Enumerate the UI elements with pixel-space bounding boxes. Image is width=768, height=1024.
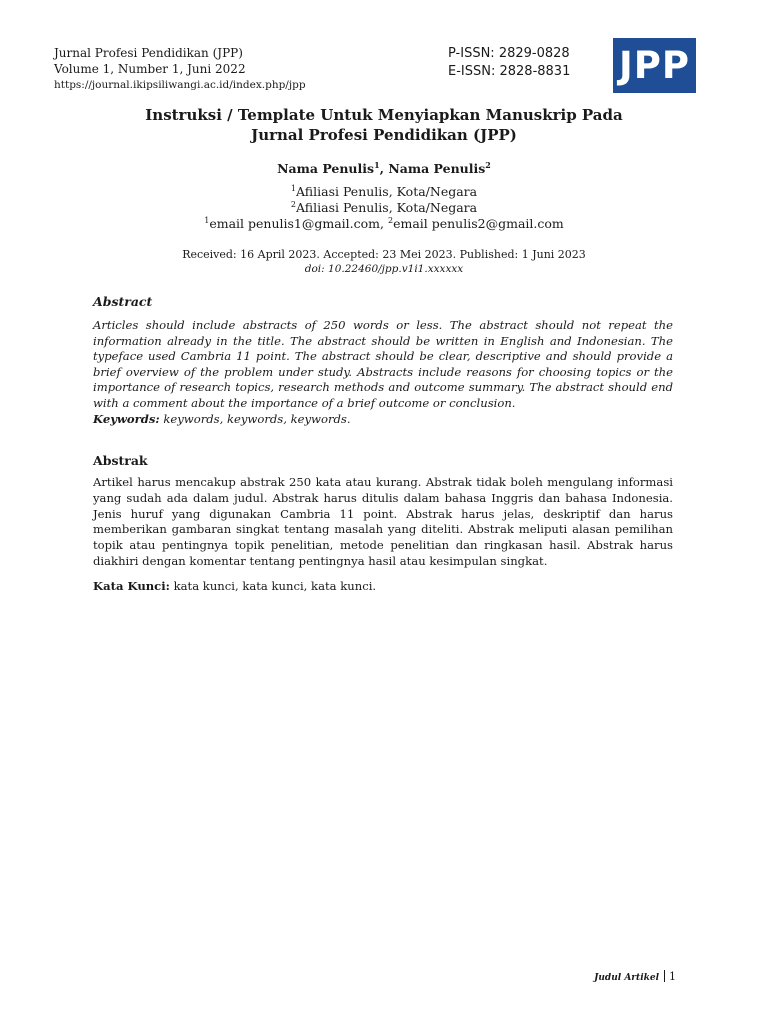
received-accepted-published: Received: 16 April 2023. Accepted: 23 Mei 2023. Published: 1 Juni 2023 <box>182 248 586 261</box>
paper-title-line1: Instruksi / Template Untuk Menyiapkan Manuskrip Pada <box>145 106 623 124</box>
abstrak-heading: Abstrak <box>93 453 148 468</box>
footer-article-title: Judul Artikel <box>594 973 659 983</box>
affiliation-2: $^2$Afiliasi Penulis, Kota/Negara <box>290 199 478 215</box>
page-footer <box>560 965 676 984</box>
author-2-sup: 2 <box>485 159 491 170</box>
keywords-label: Keywords: <box>93 412 160 426</box>
journal-url: https://journal.ikipsiliwangi.ac.id/index.php/jpp <box>54 79 306 91</box>
abstrak-body: Artikel harus mencakup abstrak 250 kata atau kurang. Abstrak tidak boleh mengulang informasi yang sudah ada dalam judul. Abstrak harus ditulis dalam bahasa Inggris dan bahasa Indonesia. Jenis huruf yang digunakan Cambria 11 point. Abstrak harus jelas, deskriptif dan harus memberikan gambaran singkat tentang masalah yang diteliti. Abstrak meliputi alasan pemilihan topik atau pentingnya topik penelitian, metode penelitian dan ringkasan hasil. Abstrak harus diakhiri dengan komentar tentang pentingnya hasil atau kesimpulan singkat. <box>93 475 673 568</box>
footer-divider <box>664 970 665 982</box>
journal-header <box>54 45 354 93</box>
author-list <box>100 160 668 178</box>
email-2: email penulis2@gmail.com <box>393 216 564 231</box>
author-emails: $^1$email penulis1@gmail.com, $^2$email penulis2@gmail.com <box>204 215 564 231</box>
publication-dates <box>100 247 668 277</box>
paper-title <box>100 105 668 145</box>
abstract-heading: Abstract <box>93 294 153 309</box>
issn-block <box>448 45 570 81</box>
jpp-logo-text: JPP <box>618 44 690 87</box>
doi: doi: 10.22460/jpp.v1i1.xxxxxx <box>304 263 464 275</box>
affiliation-1: $^1$Afiliasi Penulis, Kota/Negara <box>290 183 478 199</box>
affiliations <box>100 184 668 232</box>
abstract-body: Articles should include abstracts of 250 words or less. The abstract should not repeat the information already in the title. The abstract should be written in English and Indonesian. The typeface used Cambria 11 point. The abstract should be clear, descriptive and should provide a brief overview of the problem under study. Abstracts include reasons for choosing topics or the importance of research topics, research methods and outcome summary. The abstract should end with a comment about the importance of a brief outcome or conclusion. <box>93 318 673 410</box>
journal-volume: Volume 1, Number 1, Juni 2022 <box>54 62 246 76</box>
author-2: Nama Penulis <box>388 161 486 176</box>
email-1: email penulis1@gmail.com, <box>209 216 388 231</box>
paper-title-line2: Jurnal Profesi Pendidikan (JPP) <box>251 126 517 144</box>
kata-kunci <box>93 578 673 594</box>
page-number: 1 <box>669 970 676 983</box>
author-separator: , <box>379 161 389 176</box>
keywords-values: keywords, keywords, keywords. <box>159 412 351 426</box>
author-1-sup: 1 <box>374 159 380 170</box>
journal-name: Jurnal Profesi Pendidikan (JPP) <box>54 46 243 60</box>
kata-kunci-label: Kata Kunci: <box>93 579 170 593</box>
jpp-logo <box>613 38 696 93</box>
kata-kunci-values: kata kunci, kata kunci, kata kunci. <box>169 579 377 593</box>
author-1: Nama Penulis <box>277 161 375 176</box>
e-issn: E-ISSN: 2828-8831 <box>448 64 571 79</box>
p-issn: P-ISSN: 2829-0828 <box>448 46 570 61</box>
keywords <box>93 412 673 428</box>
